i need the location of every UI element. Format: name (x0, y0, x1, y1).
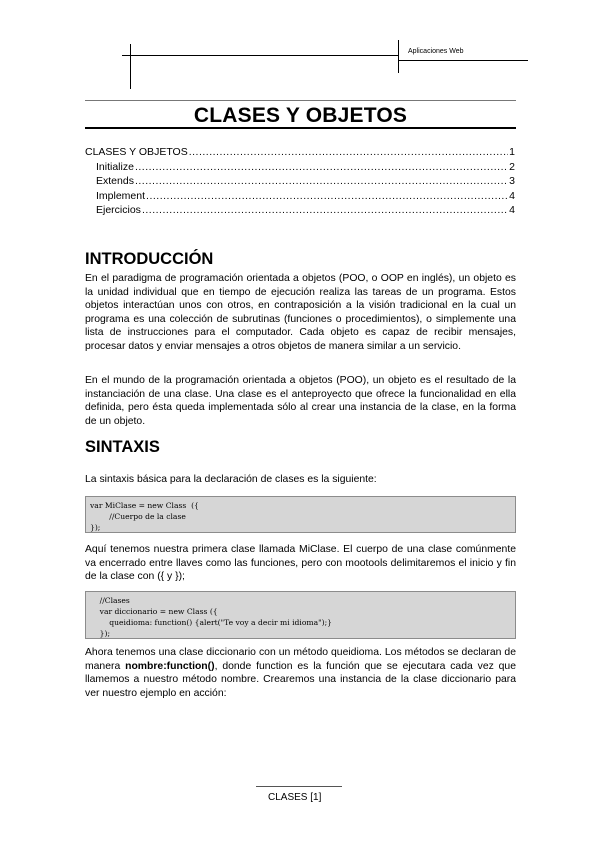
intro-paragraph-1: En el paradigma de programación orientada a objetos (POO, o OOP en inglés), un objeto es la unidad individual que en tiempo de ejecución realiza las tareas de un programa. Estos objetos interactúan unos con otros, en contraposición a la visión tradicional en la cual un programa es una colección de subrutinas (funciones o procedimientos), o simplemente una lista de instrucciones para el computador. Cada objeto es capaz de recibir mensajes, procesar datos y enviar mensajes a otros objetos de manera similar a un servicio. (85, 273, 516, 352)
toc-leader-dots (135, 174, 508, 189)
sintaxis-paragraph-1: La sintaxis básica para la declaración de clases es la siguiente: (85, 474, 377, 485)
code-block-2: //Clases var diccionario = new Class ({ queidioma: function() {alert("Te voy a decir mi idioma");} }); (85, 591, 516, 639)
toc-entry-label: Initialize (96, 160, 134, 173)
toc-entry-label: CLASES Y OBJETOS (85, 146, 188, 158)
toc-entry[interactable] (85, 189, 515, 204)
sintaxis-heading: SINTAXIS (85, 438, 160, 456)
toc-entry-label: Extends (96, 175, 134, 188)
toc-leader-dots (142, 203, 508, 218)
sintaxis-paragraph-3 (85, 646, 516, 700)
toc-entry-page: 4 (509, 204, 515, 217)
header-left-rule (130, 44, 131, 89)
toc-entry[interactable] (85, 160, 515, 175)
toc-entry[interactable] (85, 145, 515, 160)
header-right-rule (398, 40, 399, 73)
toc-entry-page: 3 (509, 175, 515, 188)
toc-entry[interactable] (85, 203, 515, 218)
title-bottom-rule (85, 127, 516, 129)
header-right-underline (398, 60, 528, 61)
footer-rule (256, 786, 342, 787)
page-title: CLASES Y OBJETOS (193, 104, 408, 127)
p3-text-after: , donde function es la función que se ejecutara cada vez que llamemos a nuestro método nombre. Crearemos una instancia de la clase diccionario para ver nuestro ejemplo en acción: (85, 660, 516, 699)
p3-text-before: Ahora tenemos una clase diccionario con un método queidioma. Los métodos se declaran de manera (85, 647, 516, 672)
toc-entry-page: 1 (509, 146, 515, 158)
toc-entry-label: Ejercicios (96, 204, 141, 217)
title-top-rule (85, 100, 516, 101)
p3-bold-text: nombre:function() (125, 660, 215, 672)
toc-leader-dots (189, 145, 508, 160)
toc-entry[interactable] (85, 174, 515, 189)
intro-heading: INTRODUCCIÓN (85, 250, 214, 268)
header-label: Aplicaciones Web (408, 48, 464, 55)
toc-leader-dots (146, 189, 508, 204)
sintaxis-paragraph-2: Aquí tenemos nuestra primera clase llamada MiClase. El cuerpo de una clase comúnmente va encerrado entre llaves como las funciones, pero con mootools delimitaremos el inicio y fin de la clase con ({ y }); (85, 544, 516, 583)
toc-entry-label: Implement (96, 189, 146, 202)
table-of-contents (85, 145, 515, 218)
toc-leader-dots (135, 160, 508, 175)
intro-paragraph-2: En el mundo de la programación orientada a objetos (POO), un objeto es el resultado de la instanciación de una clase. Una clase es el anteproyecto que ofrece la funcionalidad en ella definida, pero ésta queda implementada sólo al crear una instancia de la clase, en la forma de un objeto. (85, 375, 516, 427)
footer-page-label: CLASES [1] (268, 792, 322, 803)
code-block-1: var MiClase = new Class ({ //Cuerpo de la clase }); (85, 496, 516, 533)
toc-entry-page: 4 (509, 189, 515, 202)
toc-entry-page: 2 (509, 160, 515, 173)
header-top-rule (122, 55, 398, 56)
